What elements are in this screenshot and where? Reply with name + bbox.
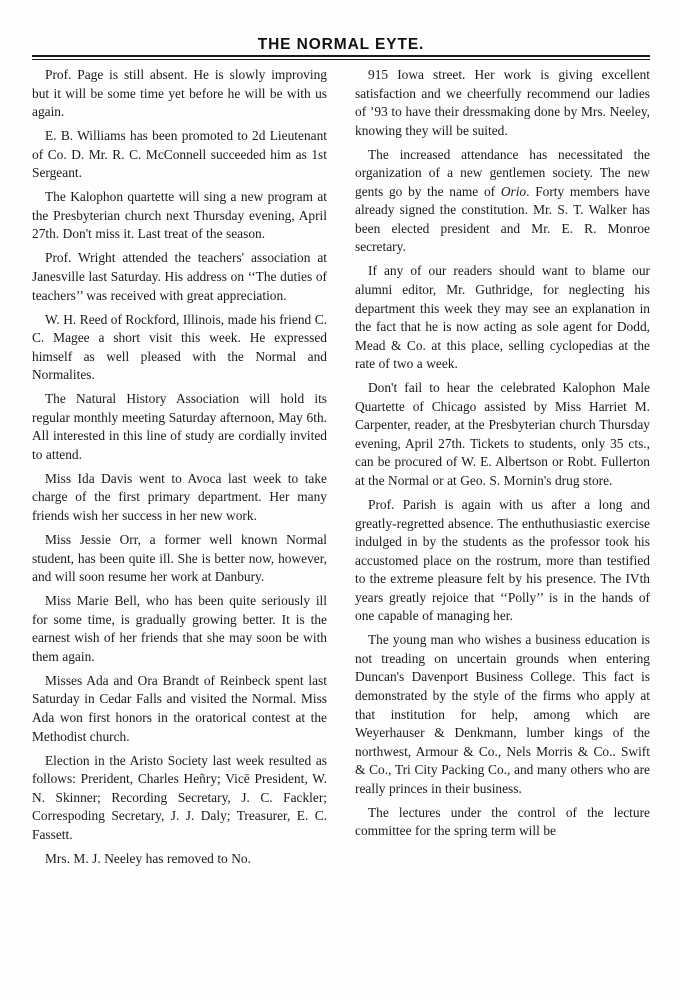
- paragraph: Miss Marie Bell, who has been quite seriously ill for some time, is gradually growing better. It is the earnest wish of her friends that she may soon be with them again.: [32, 593, 327, 664]
- header-double-rule: [32, 55, 650, 60]
- italic-term: Orio: [500, 183, 527, 199]
- paragraph: [355, 631, 650, 798]
- paragraph: Prof. Wright attended the teachers' association at Janesville last Saturday. His address on ‘‘The duties of teachers’’ was received with great appreciation.: [32, 250, 327, 303]
- paragraph: The Kalophon quartette will sing a new program at the Presbyterian church next Thursday evening, April 27th. Don't miss it. Last treat of the season.: [32, 189, 327, 242]
- paragraph: [355, 496, 650, 626]
- paragraph: Miss Jessie Orr, a former well known Normal student, has been quite ill. She is better now, however, and will soon resume her work at Danbury.: [32, 532, 327, 585]
- paragraph: Election in the Aristo Society last week resulted as follows: Prerident, Charles Heñry; Vicē President, W. N. Skinner; Recording Secretary, J. C. Fackler; Correspoding Secretary, J. J. Daly; Treasurer, E. C. Fassett.: [32, 752, 327, 842]
- text-run: . Forty members have already signed the constitution. Mr. S. T. Walker has been elected president and Mr. E. R. Monroe secretary.: [355, 183, 650, 255]
- paragraph: [355, 262, 650, 373]
- paragraph: [355, 804, 650, 841]
- paragraph: The Natural History Association will hold its regular monthly meeting Saturday afternoon, May 6th. All interested in this line of study are cordially invited to attend.: [32, 391, 327, 462]
- paragraph: [355, 66, 650, 140]
- paragraph: Misses Ada and Ora Brandt of Reinbeck spent last Saturday in Cedar Falls and visited the Normal. Miss Ada won first honors in the oratorical contest at the Methodist church.: [32, 672, 327, 744]
- paragraph: [355, 379, 650, 490]
- text-run: The young man who wishes a business education is not treading on uncertain grounds when entering Duncan's Davenport Business College. This fact is demonstrated by the style of the firms who apply at that institution for help, among which are Weyerhauser & Denkmann, lumber kings of the northwest, Armour & Co., Nels Morris & Co.. Swift & Co., Tri City Packing Co., and many others who are really princes in their business.: [355, 632, 650, 796]
- paragraph: W. H. Reed of Rockford, Illinois, made his friend C. C. Magee a short visit this week. He expressed himself as well pleased with the Normal and Normalites.: [32, 311, 328, 383]
- text-run: If any of our readers should want to blame our alumni editor, Mr. Guthridge, for neglecting his department this week they may see an explanation in the fact that he is now acting as sole agent for Dodd, Mead & Co. at this place, selling cyclopedias at the rate of two a week.: [355, 263, 650, 372]
- page-title: THE NORMAL EYTE.: [257, 36, 425, 53]
- text-column-left: [32, 66, 327, 868]
- paragraph: Prof. Page is still absent. He is slowly improving but it will be some time yet before he will be with us again.: [32, 67, 327, 120]
- paragraph: E. B. Williams has been promoted to 2d Lieutenant of Co. D. Mr. R. C. McConnell succeeded him as 1st Sergeant.: [32, 128, 327, 181]
- text-run: 915 Iowa street. Her work is giving excellent satisfaction and we cheerfully recommend our ladies of ’93 to have their dressmaking done by Mrs. Neeley, knowing they will be suited.: [355, 67, 650, 138]
- text-run: The increased attendance has necessitated the organization of a new gentlemen society. The new gents go by the name of: [355, 146, 650, 199]
- two-column-body: [32, 66, 650, 966]
- page-header: [32, 36, 650, 55]
- paragraph: Miss Ida Davis went to Avoca last week to take charge of the first primary department. Her many friends wish her success in her new work.: [32, 470, 327, 524]
- text-column-right: [355, 66, 650, 841]
- text-run: The lectures under the control of the lecture committee for the spring term will be: [355, 804, 650, 839]
- text-run: Prof. Parish is again with us after a long and greatly-regretted absence. The enthuthusiastic exercise indulged in by the students as the professor took his accustomed place on the rostrum, more than testified to the extreme pleasure felt by his presence. The IVth years greatly rejoice that ‘‘Polly’’ is in the hands of one capable of managing her.: [355, 497, 650, 624]
- paragraph: Mrs. M. J. Neeley has removed to No.: [45, 850, 251, 866]
- paragraph: [355, 146, 650, 257]
- header-rule-thin: [32, 59, 650, 60]
- text-run: Don't fail to hear the celebrated Kalophon Male Quartette of Chicago assisted by Miss Harriet M. Carpenter, reader, at the Presbyterian church Thursday evening, April 27th. Tickets to students, only 35 cts., can be procured of W. E. Albertson or Robt. Fullerton at the Normal or at Geo. S. Mornin's drug store.: [355, 380, 650, 488]
